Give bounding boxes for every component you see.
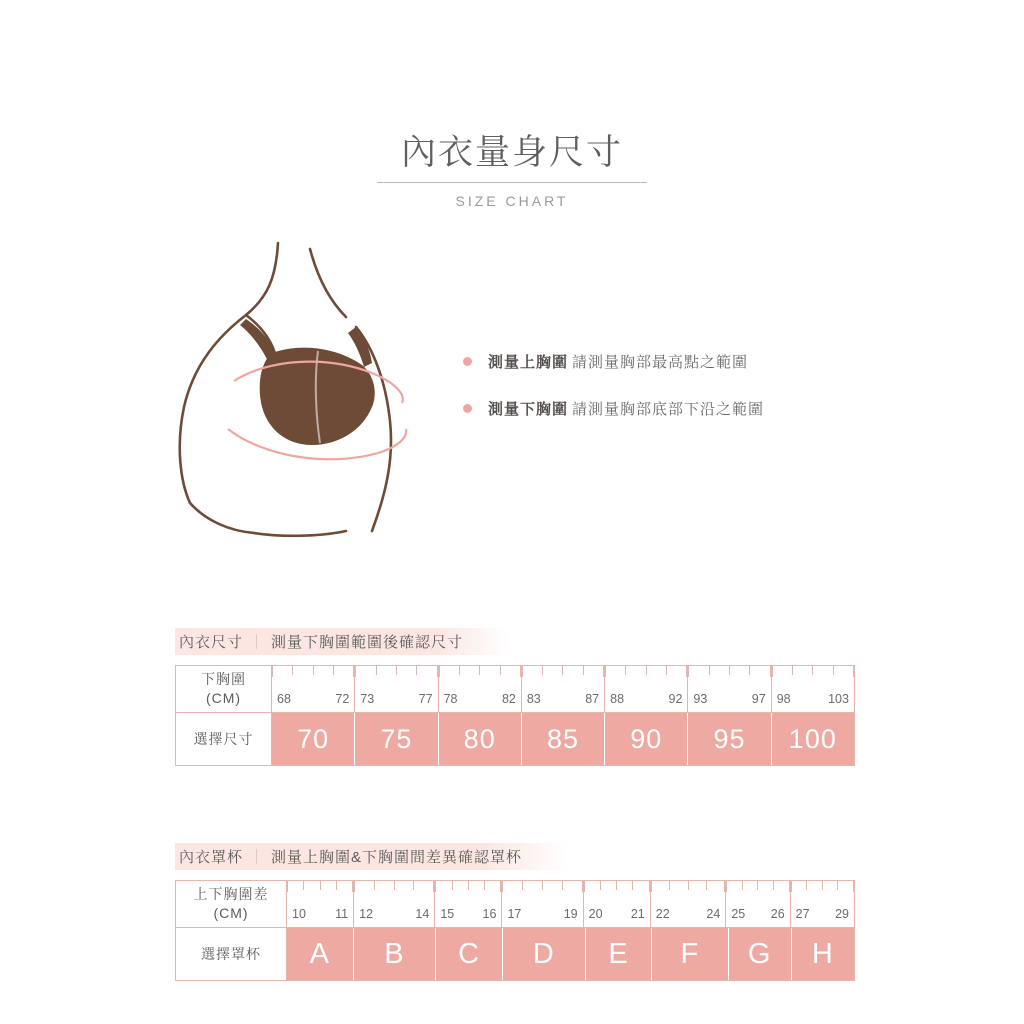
band-scale-row [176, 666, 854, 713]
scale-max: 103 [828, 692, 849, 706]
ruler-ticks [354, 881, 434, 892]
band-size-cell[interactable]: 85 [521, 713, 604, 765]
scale-cell [790, 881, 854, 927]
ruler-tick [853, 666, 854, 677]
ruler-ticks [605, 666, 687, 677]
cup-row-label: 選擇罩杯 [176, 928, 287, 980]
scale-cell [604, 666, 687, 712]
scale-max: 24 [706, 907, 721, 921]
ruler-tick [413, 881, 414, 890]
band-size-cell[interactable]: 75 [354, 713, 437, 765]
band-size-caption [175, 628, 509, 655]
ruler-tick [666, 666, 667, 675]
legend-item-title: 測量下胸圍 [488, 401, 569, 418]
ruler-ticks [772, 666, 854, 677]
cup-size-cell[interactable]: B [353, 928, 436, 980]
legend-item [463, 351, 893, 372]
ruler-tick [355, 666, 356, 677]
ruler-tick [542, 881, 543, 890]
ruler-ticks [272, 666, 354, 677]
ruler-tick [742, 881, 743, 890]
scale-cell [725, 881, 789, 927]
scale-min: 17 [507, 907, 522, 921]
ruler-tick [439, 666, 440, 677]
ruler-tick [688, 666, 689, 677]
scale-max: 29 [835, 907, 849, 921]
cup-row [176, 928, 854, 980]
ruler-tick [706, 881, 707, 890]
scale-max: 26 [770, 907, 785, 921]
page-header [0, 0, 1024, 209]
ruler-tick [459, 666, 460, 675]
page-title: 內衣量身尺寸 [377, 132, 647, 183]
scale-min: 93 [693, 692, 708, 706]
ruler-tick [303, 881, 304, 890]
cup-size-caption-sub: 測量上胸圍&下胸圍間差異確認罩杯 [271, 849, 523, 866]
ruler-tick [812, 666, 813, 675]
band-size-caption-main: 內衣尺寸 [179, 634, 244, 651]
scale-max: 16 [482, 907, 497, 921]
scale-cell [501, 881, 582, 927]
scale-min: 15 [440, 907, 455, 921]
scale-min: 22 [655, 907, 670, 921]
bullet-dot-icon [463, 357, 472, 366]
scale-cell [438, 666, 521, 712]
band-size-table [175, 665, 855, 766]
ruler-ticks [791, 881, 854, 892]
band-size-row [176, 713, 854, 765]
legend-item-desc: 請測量胸部最高點之範圍 [572, 354, 749, 371]
ruler-ticks [502, 881, 582, 892]
ruler-tick [632, 881, 633, 890]
band-size-cell[interactable]: 95 [687, 713, 770, 765]
legend-list [463, 351, 893, 445]
band-size-cell[interactable]: 80 [438, 713, 521, 765]
band-size-cell[interactable]: 70 [297, 723, 330, 754]
ruler-tick [522, 881, 523, 890]
ruler-tick [600, 881, 601, 890]
scale-min: 98 [776, 692, 791, 706]
ruler-tick [452, 881, 453, 890]
ruler-tick [333, 666, 334, 675]
ruler-tick [336, 881, 337, 890]
cup-scale-cells [287, 881, 854, 927]
ruler-tick [822, 881, 823, 890]
band-scale-label-line1: 下胸圍 [201, 671, 246, 688]
scale-max: 82 [501, 692, 516, 706]
ruler-tick [791, 881, 792, 892]
ruler-tick [651, 881, 652, 892]
ruler-tick [354, 881, 355, 892]
band-scale-label-line2: (CM) [205, 690, 242, 706]
ruler-ticks [435, 881, 501, 892]
ruler-tick [772, 666, 773, 677]
ruler-tick [562, 666, 563, 675]
scale-cell [771, 666, 854, 712]
scale-max: 72 [335, 692, 350, 706]
ruler-tick [837, 881, 838, 890]
scale-cell [687, 666, 770, 712]
cup-scale-row-label [176, 881, 287, 927]
scale-cell [354, 666, 437, 712]
ruler-ticks [688, 666, 770, 677]
band-size-cell[interactable]: 90 [604, 713, 687, 765]
scale-cell [272, 666, 354, 712]
cup-size-table [175, 880, 855, 981]
legend-item-title: 測量上胸圍 [488, 354, 569, 371]
ruler-tick [853, 881, 854, 892]
ruler-tick [562, 881, 563, 890]
cup-size-cell[interactable]: A [309, 937, 330, 970]
band-scale-cells [272, 666, 854, 712]
scale-cell [353, 881, 434, 927]
ruler-tick [502, 881, 503, 892]
scale-min: 27 [795, 907, 810, 921]
scale-min: 83 [526, 692, 541, 706]
ruler-tick [584, 881, 585, 892]
band-size-cell[interactable]: 100 [771, 713, 854, 765]
ruler-ticks [355, 666, 437, 677]
ruler-tick [416, 666, 417, 675]
cup-scale-label-line2: (CM) [213, 905, 249, 921]
bullet-dot-icon [463, 404, 472, 413]
ruler-tick [435, 881, 436, 892]
ruler-tick [646, 666, 647, 675]
cup-size-cell[interactable]: G [728, 928, 791, 980]
scale-min: 78 [443, 692, 458, 706]
scale-min: 20 [588, 907, 603, 921]
scale-min: 12 [359, 907, 374, 921]
band-size-row-label: 選擇尺寸 [176, 713, 272, 765]
ruler-tick [287, 881, 288, 892]
scale-cell [287, 881, 353, 927]
ruler-tick [688, 881, 689, 890]
page-subtitle: SIZE CHART [455, 193, 569, 209]
body-measurement-illustration [150, 231, 480, 561]
scale-cell [521, 666, 604, 712]
ruler-tick [374, 881, 375, 890]
cup-size-caption [175, 843, 568, 870]
ruler-ticks [287, 881, 353, 892]
ruler-tick [729, 666, 730, 675]
ruler-tick [605, 666, 606, 677]
legend-item-desc: 請測量胸部底部下沿之範圍 [572, 401, 765, 418]
band-scale-row-label [176, 666, 272, 712]
ruler-tick [806, 881, 807, 890]
legend-item [463, 398, 893, 419]
cup-size-cell[interactable]: F [651, 928, 727, 980]
cup-size-section [175, 843, 855, 981]
ruler-tick [292, 666, 293, 675]
ruler-tick [583, 666, 584, 675]
caption-separator: ｜ [249, 849, 266, 866]
ruler-tick [616, 881, 617, 890]
ruler-tick [479, 666, 480, 675]
ruler-tick [833, 666, 834, 675]
cup-scale-label-line1: 上下胸圍差 [193, 886, 269, 903]
ruler-tick [500, 666, 501, 675]
caption-separator: ｜ [249, 634, 266, 651]
scale-max: 19 [563, 907, 578, 921]
ruler-tick [394, 881, 395, 890]
band-size-caption-sub: 測量下胸圍範圍後確認尺寸 [271, 634, 464, 651]
scale-max: 77 [418, 692, 433, 706]
scale-max: 87 [585, 692, 600, 706]
ruler-tick [749, 666, 750, 675]
scale-max: 14 [415, 907, 430, 921]
scale-min: 88 [610, 692, 625, 706]
scale-min: 68 [277, 692, 291, 706]
ruler-ticks [584, 881, 650, 892]
ruler-tick [320, 881, 321, 890]
cup-size-cell[interactable]: E [585, 928, 652, 980]
scale-min: 73 [360, 692, 375, 706]
band-size-section [175, 628, 855, 766]
cup-size-cell[interactable]: C [435, 928, 502, 980]
ruler-tick [313, 666, 314, 675]
ruler-ticks [726, 881, 789, 892]
scale-min: 10 [292, 907, 306, 921]
ruler-tick [542, 666, 543, 675]
cup-size-caption-main: 內衣罩杯 [179, 849, 244, 866]
scale-max: 21 [630, 907, 645, 921]
ruler-tick [669, 881, 670, 890]
ruler-tick [709, 666, 710, 675]
scale-cell [650, 881, 726, 927]
cup-scale-row [176, 881, 854, 928]
ruler-tick [468, 881, 469, 890]
cup-size-cell[interactable]: H [791, 928, 854, 980]
ruler-tick [625, 666, 626, 675]
scale-max: 92 [668, 692, 683, 706]
scale-cell [434, 881, 501, 927]
scale-min: 25 [731, 907, 746, 921]
ruler-tick [757, 881, 758, 890]
ruler-tick [792, 666, 793, 675]
ruler-ticks [522, 666, 604, 677]
ruler-tick [726, 881, 727, 892]
ruler-tick [484, 881, 485, 890]
band-size-cells [272, 713, 854, 765]
ruler-ticks [439, 666, 521, 677]
cup-size-cell[interactable]: D [502, 928, 585, 980]
ruler-tick [396, 666, 397, 675]
scale-max: 11 [335, 907, 349, 921]
ruler-ticks [651, 881, 726, 892]
ruler-tick [522, 666, 523, 677]
ruler-tick [272, 666, 273, 677]
ruler-tick [376, 666, 377, 675]
ruler-tick [773, 881, 774, 890]
illustration-block [0, 231, 1024, 561]
scale-max: 97 [751, 692, 766, 706]
scale-cell [583, 881, 650, 927]
cup-cells [287, 928, 854, 980]
